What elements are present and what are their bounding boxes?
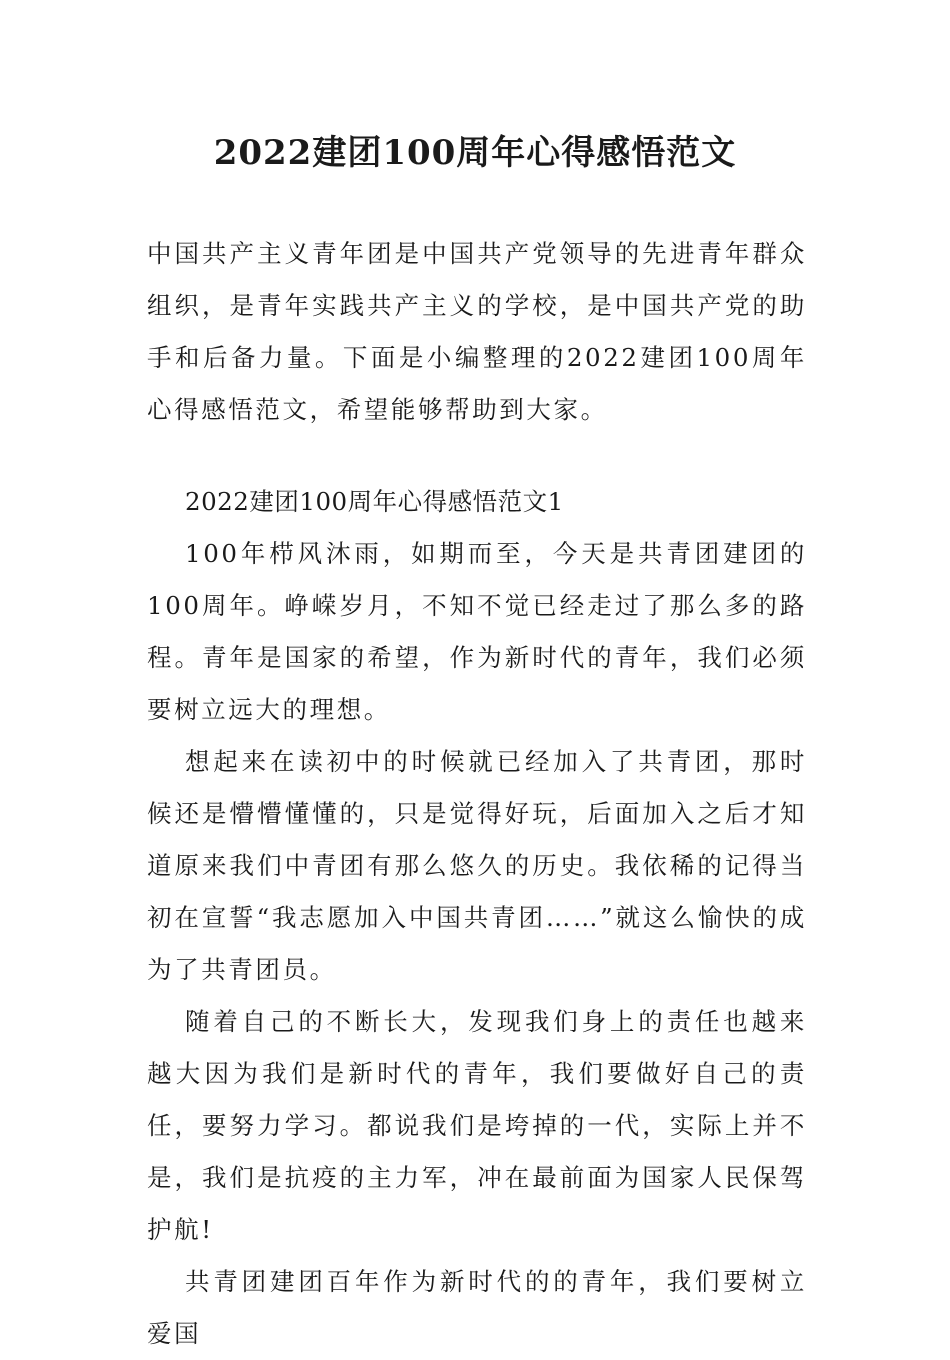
article-body: [147, 476, 807, 1360]
section-heading: 2022建团100周年心得感悟范文1: [185, 487, 564, 516]
document-title: 2022建团100周年心得感悟范文: [213, 133, 737, 173]
body-paragraph-2: 想起来在读初中的时候就已经加入了共青团，那时候还是懵懵懂懂的，只是觉得好玩，后面加入之后才知道原来我们中青团有那么悠久的历史。我依稀的记得当初在宣誓“我志愿加入中国共青团……”就这么愉快的成为了共青团员。: [147, 747, 807, 984]
body-paragraph-4: 共青团建团百年作为新时代的的青年，我们要树立爱国: [147, 1267, 807, 1348]
body-paragraph-3: 随着自己的不断长大，发现我们身上的责任也越来越大因为我们是新时代的青年，我们要做好自己的责任，要努力学习。都说我们是垮掉的一代，实际上并不是，我们是抗疫的主力军，冲在最前面为国家人民保驾护航!: [147, 1007, 807, 1244]
body-paragraph-1: 100年栉风沐雨，如期而至，今天是共青团建团的100周年。峥嵘岁月，不知不觉已经走过了那么多的路程。青年是国家的希望，作为新时代的青年，我们必须要树立远大的理想。: [147, 539, 807, 724]
intro-block: [147, 228, 807, 436]
intro-paragraph: 中国共产主义青年团是中国共产党领导的先进青年群众组织，是青年实践共产主义的学校，是中国共产党的助手和后备力量。下面是小编整理的2022建团100周年心得感悟范文，希望能够帮助到大家。: [147, 239, 807, 424]
